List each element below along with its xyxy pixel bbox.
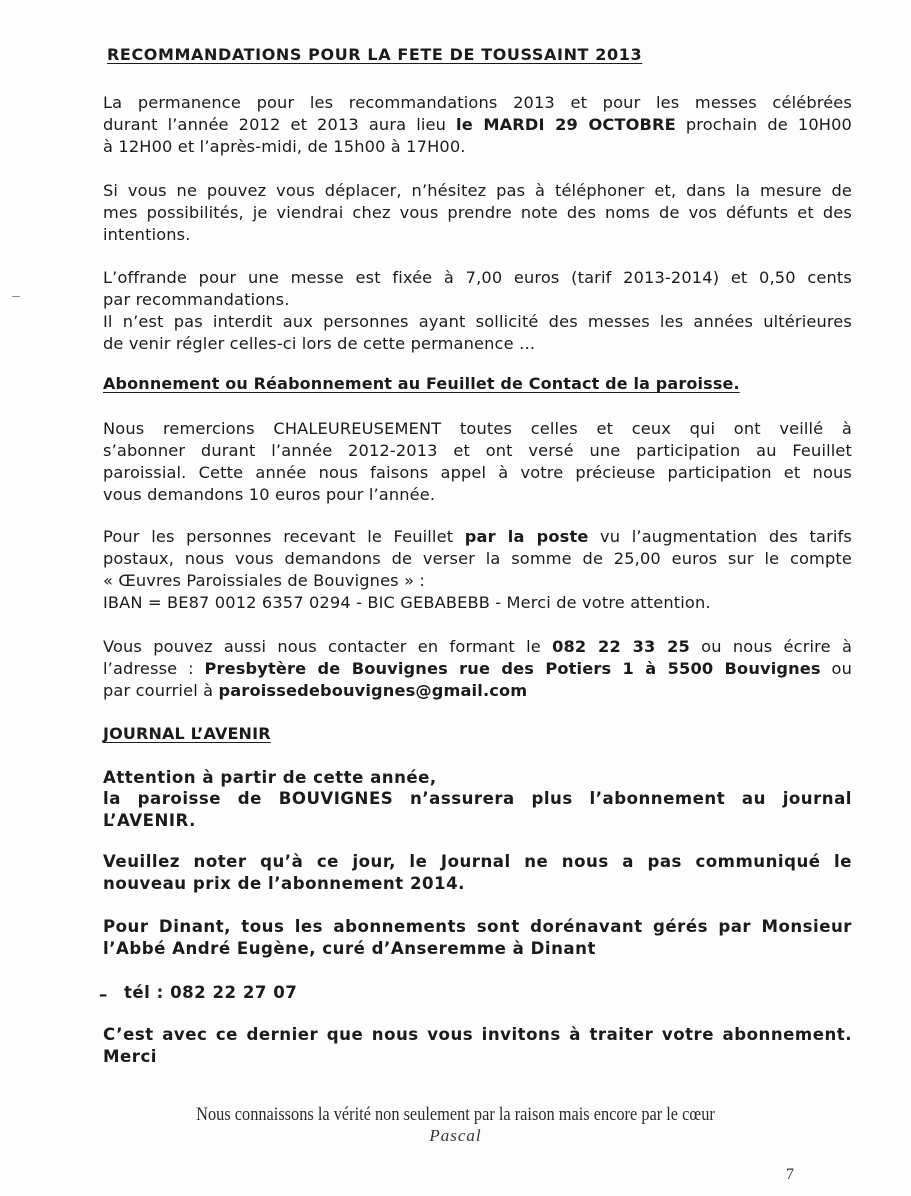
footer-quote: Nous connaissons la vérité non seulement par la raison mais encore par le cœur [196, 1104, 715, 1125]
paragraph-line [103, 681, 527, 701]
section-heading-toussaint: RECOMMANDATIONS POUR LA FETE DE TOUSSAINT 2013 [107, 45, 643, 64]
paragraph-line: Pour Dinant, tous les abonnements sont dorénavant gérés par Monsieur [103, 917, 852, 936]
paragraph-line: de venir régler celles-ci lors de cette permanence … [103, 334, 536, 353]
paragraph-line: postaux, nous vous demandons de verser la somme de 25,00 euros sur le compte [103, 549, 852, 568]
paragraph-line: « Œuvres Paroissiales de Bouvignes » : [103, 571, 426, 590]
paragraph-line: s’abonner durant l’année 2012-2013 et ont versé une participation au Feuillet [103, 441, 852, 460]
text-run: Pour les personnes recevant le Feuillet [103, 527, 465, 546]
paragraph-line: La permanence pour les recommandations 2013 et pour les messes célébrées [103, 93, 852, 112]
paragraph-line: Attention à partir de cette année, [103, 768, 437, 787]
paragraph-line: paroissial. Cette année nous faisons appel à votre précieuse participation et nous [103, 463, 852, 482]
paragraph-line [103, 527, 852, 547]
text-run: Vous pouvez aussi nous contacter en formant le [103, 637, 553, 656]
quote-author: Pascal [429, 1126, 482, 1145]
paragraph-line: à 12H00 et l’après-midi, de 15h00 à 17H00. [103, 137, 466, 156]
postal-address: Presbytère de Bouvignes rue des Potiers 1 à 5500 Bouvignes [204, 659, 821, 678]
paragraph-line: mes possibilités, je viendrai chez vous prendre note des noms de vos défunts et des [103, 203, 852, 222]
telephone-line: tél : 082 22 27 07 [124, 983, 298, 1002]
paragraph-line: Veuillez noter qu’à ce jour, le Journal ne nous a pas communiqué le [103, 852, 852, 871]
text-run: ou nous écrire à [689, 637, 853, 656]
email-address: paroissedebouvignes@gmail.com [218, 681, 528, 700]
bold-run: par la poste [464, 527, 589, 546]
paragraph-line [103, 637, 852, 657]
scan-mark [12, 296, 20, 297]
paragraph-line: nouveau prix de l’abonnement 2014. [103, 874, 465, 893]
section-heading-journal: JOURNAL L’AVENIR [103, 724, 271, 743]
list-bullet: – [99, 985, 108, 1004]
paragraph-line: la paroisse de BOUVIGNES n’assurera plus l’abonnement au journal [103, 789, 852, 808]
section-heading-feuillet: Abonnement ou Réabonnement au Feuillet de Contact de la paroisse. [103, 374, 740, 393]
text-run: ou [820, 659, 852, 678]
paragraph-line: vous demandons 10 euros pour l’année. [103, 485, 436, 504]
phone-number: 082 22 33 25 [552, 637, 690, 656]
page-number: 7 [786, 1166, 794, 1183]
paragraph-line: C’est avec ce dernier que nous vous invitons à traiter votre abonnement. [103, 1025, 852, 1044]
paragraph-line [103, 659, 852, 679]
date-highlight: le MARDI 29 OCTOBRE [456, 115, 676, 134]
text-run: vu l’augmentation des tarifs [588, 527, 852, 546]
paragraph-line [103, 115, 852, 135]
paragraph-line: Si vous ne pouvez vous déplacer, n’hésitez pas à téléphoner et, dans la mesure de [103, 181, 852, 200]
paragraph-line: L’offrande pour une messe est fixée à 7,00 euros (tarif 2013-2014) et 0,50 cents [103, 268, 852, 287]
paragraph-line: Il n’est pas interdit aux personnes ayant sollicité des messes les années ultérieures [103, 312, 852, 331]
paragraph-line: intentions. [103, 225, 191, 244]
paragraph-line: par recommandations. [103, 290, 290, 309]
text-run: l’adresse : [103, 659, 205, 678]
text-run: durant l’année 2012 et 2013 aura lieu [103, 115, 457, 134]
paragraph-line: Nous remercions CHALEUREUSEMENT toutes celles et ceux qui ont veillé à [103, 419, 852, 438]
paragraph-line: L’AVENIR. [103, 811, 196, 830]
bank-details: IBAN = BE87 0012 6357 0294 - BIC GEBABEBB - Merci de votre attention. [103, 593, 711, 612]
text-run: prochain de 10H00 [675, 115, 852, 134]
paragraph-line: Merci [103, 1047, 157, 1066]
text-run: par courriel à [103, 681, 219, 700]
paragraph-line: l’Abbé André Eugène, curé d’Anseremme à Dinant [103, 939, 596, 958]
